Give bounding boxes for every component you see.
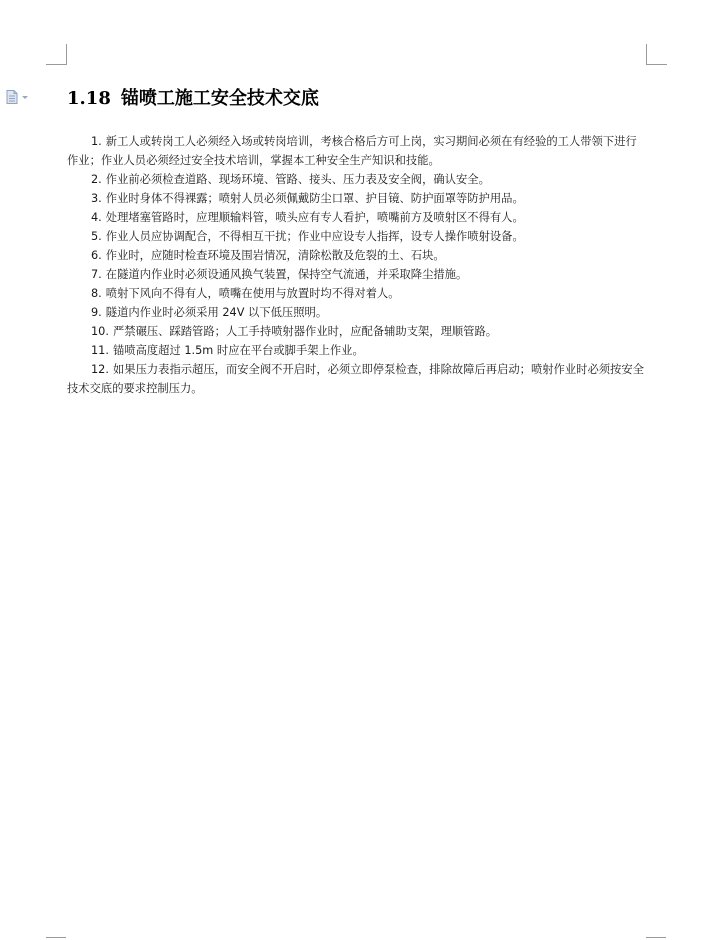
item-number: 1. bbox=[91, 135, 102, 148]
item-text: 新工人或转岗工人必须经入场或转岗培训，考核合格后方可上岗，实习期间必须在有经验的工人带领下进行作业；作业人员必须经过安全技术培训，掌握本工种安全生产知识和技能。 bbox=[67, 135, 637, 167]
list-item bbox=[67, 341, 647, 360]
list-item bbox=[67, 189, 647, 208]
item-number: 5. bbox=[91, 230, 102, 243]
item-text: 隧道内作业时必须采用 24V 以下低压照明。 bbox=[105, 306, 328, 319]
list-item bbox=[67, 208, 647, 227]
item-number: 12. bbox=[91, 363, 109, 376]
crop-mark-top-right bbox=[646, 44, 667, 65]
list-item bbox=[67, 284, 647, 303]
item-text: 作业前必须检查道路、现场环境、管路、接头、压力表及安全阀，确认安全。 bbox=[105, 173, 490, 186]
item-number: 11. bbox=[91, 344, 109, 357]
list-item bbox=[67, 227, 647, 246]
item-number: 8. bbox=[91, 287, 102, 300]
item-text: 处理堵塞管路时，应理顺输料管，喷头应有专人看护，喷嘴前方及喷射区不得有人。 bbox=[105, 211, 524, 224]
item-text: 锚喷高度超过 1.5m 时应在平台或脚手架上作业。 bbox=[112, 344, 364, 357]
item-number: 2. bbox=[91, 173, 102, 186]
list-item bbox=[67, 303, 647, 322]
item-number: 3. bbox=[91, 192, 102, 205]
item-text: 严禁碾压、踩踏管路；人工手持喷射器作业时，应配备辅助支架，理顺管路。 bbox=[112, 325, 498, 338]
section-number: 1.18 bbox=[67, 88, 111, 109]
document-nav-icon[interactable] bbox=[6, 90, 32, 104]
item-number: 7. bbox=[91, 268, 102, 281]
item-text: 作业人员应协调配合，不得相互干扰；作业中应设专人指挥，设专人操作喷射设备。 bbox=[105, 230, 524, 243]
item-text: 作业时身体不得裸露；喷射人员必须佩戴防尘口罩、护目镜、防护面罩等防护用品。 bbox=[105, 192, 524, 205]
list-item bbox=[67, 360, 647, 398]
list-item bbox=[67, 265, 647, 284]
document-body bbox=[67, 132, 647, 398]
item-text: 如果压力表指示超压，而安全阀不开启时，必须立即停泵检查，排除故障后再启动；喷射作业时必须按安全技术交底的要求控制压力。 bbox=[67, 363, 644, 395]
section-heading bbox=[67, 86, 319, 112]
list-item bbox=[67, 246, 647, 265]
list-item bbox=[67, 170, 647, 189]
item-number: 10. bbox=[91, 325, 109, 338]
item-number: 4. bbox=[91, 211, 102, 224]
list-item bbox=[67, 322, 647, 341]
section-title: 锚喷工施工安全技术交底 bbox=[120, 88, 319, 109]
item-text: 在隧道内作业时必须设通风换气装置，保持空气流通，并采取降尘措施。 bbox=[105, 268, 468, 281]
crop-mark-top-left bbox=[46, 44, 67, 65]
list-item bbox=[67, 132, 647, 170]
item-text: 作业时，应随时检查环境及围岩情况，清除松散及危裂的土、石块。 bbox=[105, 249, 445, 262]
item-text: 喷射下风向不得有人，喷嘴在使用与放置时均不得对着人。 bbox=[105, 287, 400, 300]
item-number: 9. bbox=[91, 306, 102, 319]
item-number: 6. bbox=[91, 249, 102, 262]
